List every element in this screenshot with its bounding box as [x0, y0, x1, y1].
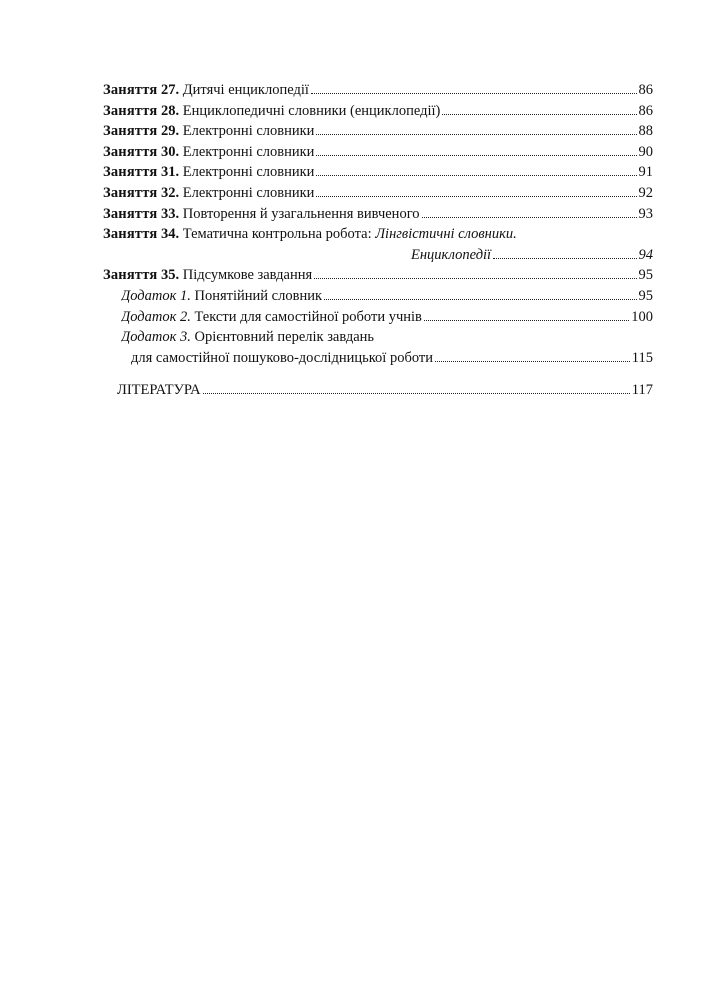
- dot-leader: [314, 277, 636, 279]
- lesson-number: 35.: [161, 267, 180, 284]
- toc-entry-appendix-3-continued: [103, 348, 653, 369]
- dot-leader: [422, 216, 637, 218]
- appendix-title-continued: для самостійної пошуково-дослідницької роботи: [131, 349, 433, 366]
- dot-leader: [316, 174, 636, 176]
- lesson-label: Заняття: [103, 267, 158, 284]
- appendix-label: Додаток 2.: [121, 308, 191, 325]
- toc-entry-lesson-32: [103, 183, 653, 204]
- lesson-title: Підсумкове завдання: [182, 267, 313, 284]
- dot-leader: [493, 257, 636, 259]
- page-number: 86: [638, 102, 653, 119]
- lesson-label: Заняття: [103, 82, 158, 98]
- lesson-title: Електронні словники: [182, 143, 315, 160]
- page-number: 90: [638, 143, 653, 160]
- lesson-label: Заняття: [103, 102, 158, 119]
- toc-entry-lesson-28: [103, 101, 653, 122]
- dot-leader: [424, 319, 629, 321]
- lesson-number: 30.: [161, 143, 180, 160]
- toc-entry-literature: [103, 380, 653, 401]
- spacer: [103, 368, 653, 380]
- toc-entry-lesson-34: [103, 224, 653, 245]
- lesson-number: 34.: [161, 226, 180, 243]
- page-number: 91: [638, 164, 653, 181]
- literature-title: ЛІТЕРАТУРА: [117, 382, 201, 399]
- toc-entry-lesson-27: [103, 80, 653, 101]
- dot-leader: [442, 113, 636, 115]
- lesson-number: 28.: [161, 102, 180, 119]
- page-number: 95: [638, 287, 653, 304]
- appendix-title: Орієнтовний перелік завдань: [194, 329, 375, 346]
- lesson-number: 32.: [161, 184, 180, 201]
- lesson-title: Електронні словники: [182, 184, 315, 201]
- dot-leader: [316, 195, 636, 197]
- toc-entry-appendix-3: [103, 327, 653, 348]
- lesson-title: Енциклопедичні словники (енциклопедії): [182, 102, 441, 119]
- lesson-number: 29.: [161, 123, 180, 140]
- toc-entry-lesson-34-continued: [103, 245, 653, 266]
- dot-leader: [311, 92, 637, 94]
- page-number: 94: [638, 246, 653, 263]
- lesson-title-italic: Лінгвістичні словники.: [375, 226, 517, 243]
- lesson-title: Повторення й узагальнення вивченого: [182, 205, 420, 222]
- lesson-title-italic: Енциклопедії: [411, 246, 492, 263]
- toc-entry-appendix-1: [103, 286, 653, 307]
- lesson-number: 33.: [161, 205, 180, 222]
- appendix-label: Додаток 1.: [121, 287, 191, 304]
- page-number: 115: [631, 349, 653, 366]
- toc-entry-lesson-29: [103, 121, 653, 142]
- lesson-label: Заняття: [103, 184, 158, 201]
- toc-entry-lesson-33: [103, 204, 653, 225]
- page-number: 93: [638, 205, 653, 222]
- lesson-label: Заняття: [103, 205, 158, 222]
- dot-leader: [316, 133, 636, 135]
- appendix-title: Понятійний словник: [194, 287, 323, 304]
- dot-leader: [435, 360, 630, 362]
- toc-entry-lesson-31: [103, 162, 653, 183]
- toc-entry-lesson-30: [103, 142, 653, 163]
- appendix-label: Додаток 3.: [121, 329, 191, 346]
- table-of-contents: [103, 80, 653, 401]
- lesson-number: 27.: [161, 82, 180, 98]
- lesson-label: Заняття: [103, 164, 158, 181]
- lesson-label: Заняття: [103, 226, 158, 243]
- lesson-title: Електронні словники: [182, 123, 315, 140]
- appendix-title: Тексти для самостійної роботи учнів: [194, 308, 422, 325]
- lesson-label: Заняття: [103, 143, 158, 160]
- page-number: 117: [631, 382, 653, 399]
- page-number: 88: [638, 123, 653, 140]
- dot-leader: [316, 154, 636, 156]
- page-number: 86: [638, 82, 653, 98]
- lesson-number: 31.: [161, 164, 180, 181]
- lesson-title: Електронні словники: [182, 164, 315, 181]
- lesson-title: Дитячі енциклопедії: [182, 82, 309, 98]
- toc-entry-lesson-35: [103, 265, 653, 286]
- page-number: 95: [638, 267, 653, 284]
- lesson-label: Заняття: [103, 123, 158, 140]
- lesson-title: Тематична контрольна робота:: [182, 226, 372, 243]
- page-number: 100: [631, 308, 653, 325]
- dot-leader: [203, 392, 630, 394]
- page-number: 92: [638, 184, 653, 201]
- dot-leader: [324, 298, 636, 300]
- toc-entry-appendix-2: [103, 307, 653, 328]
